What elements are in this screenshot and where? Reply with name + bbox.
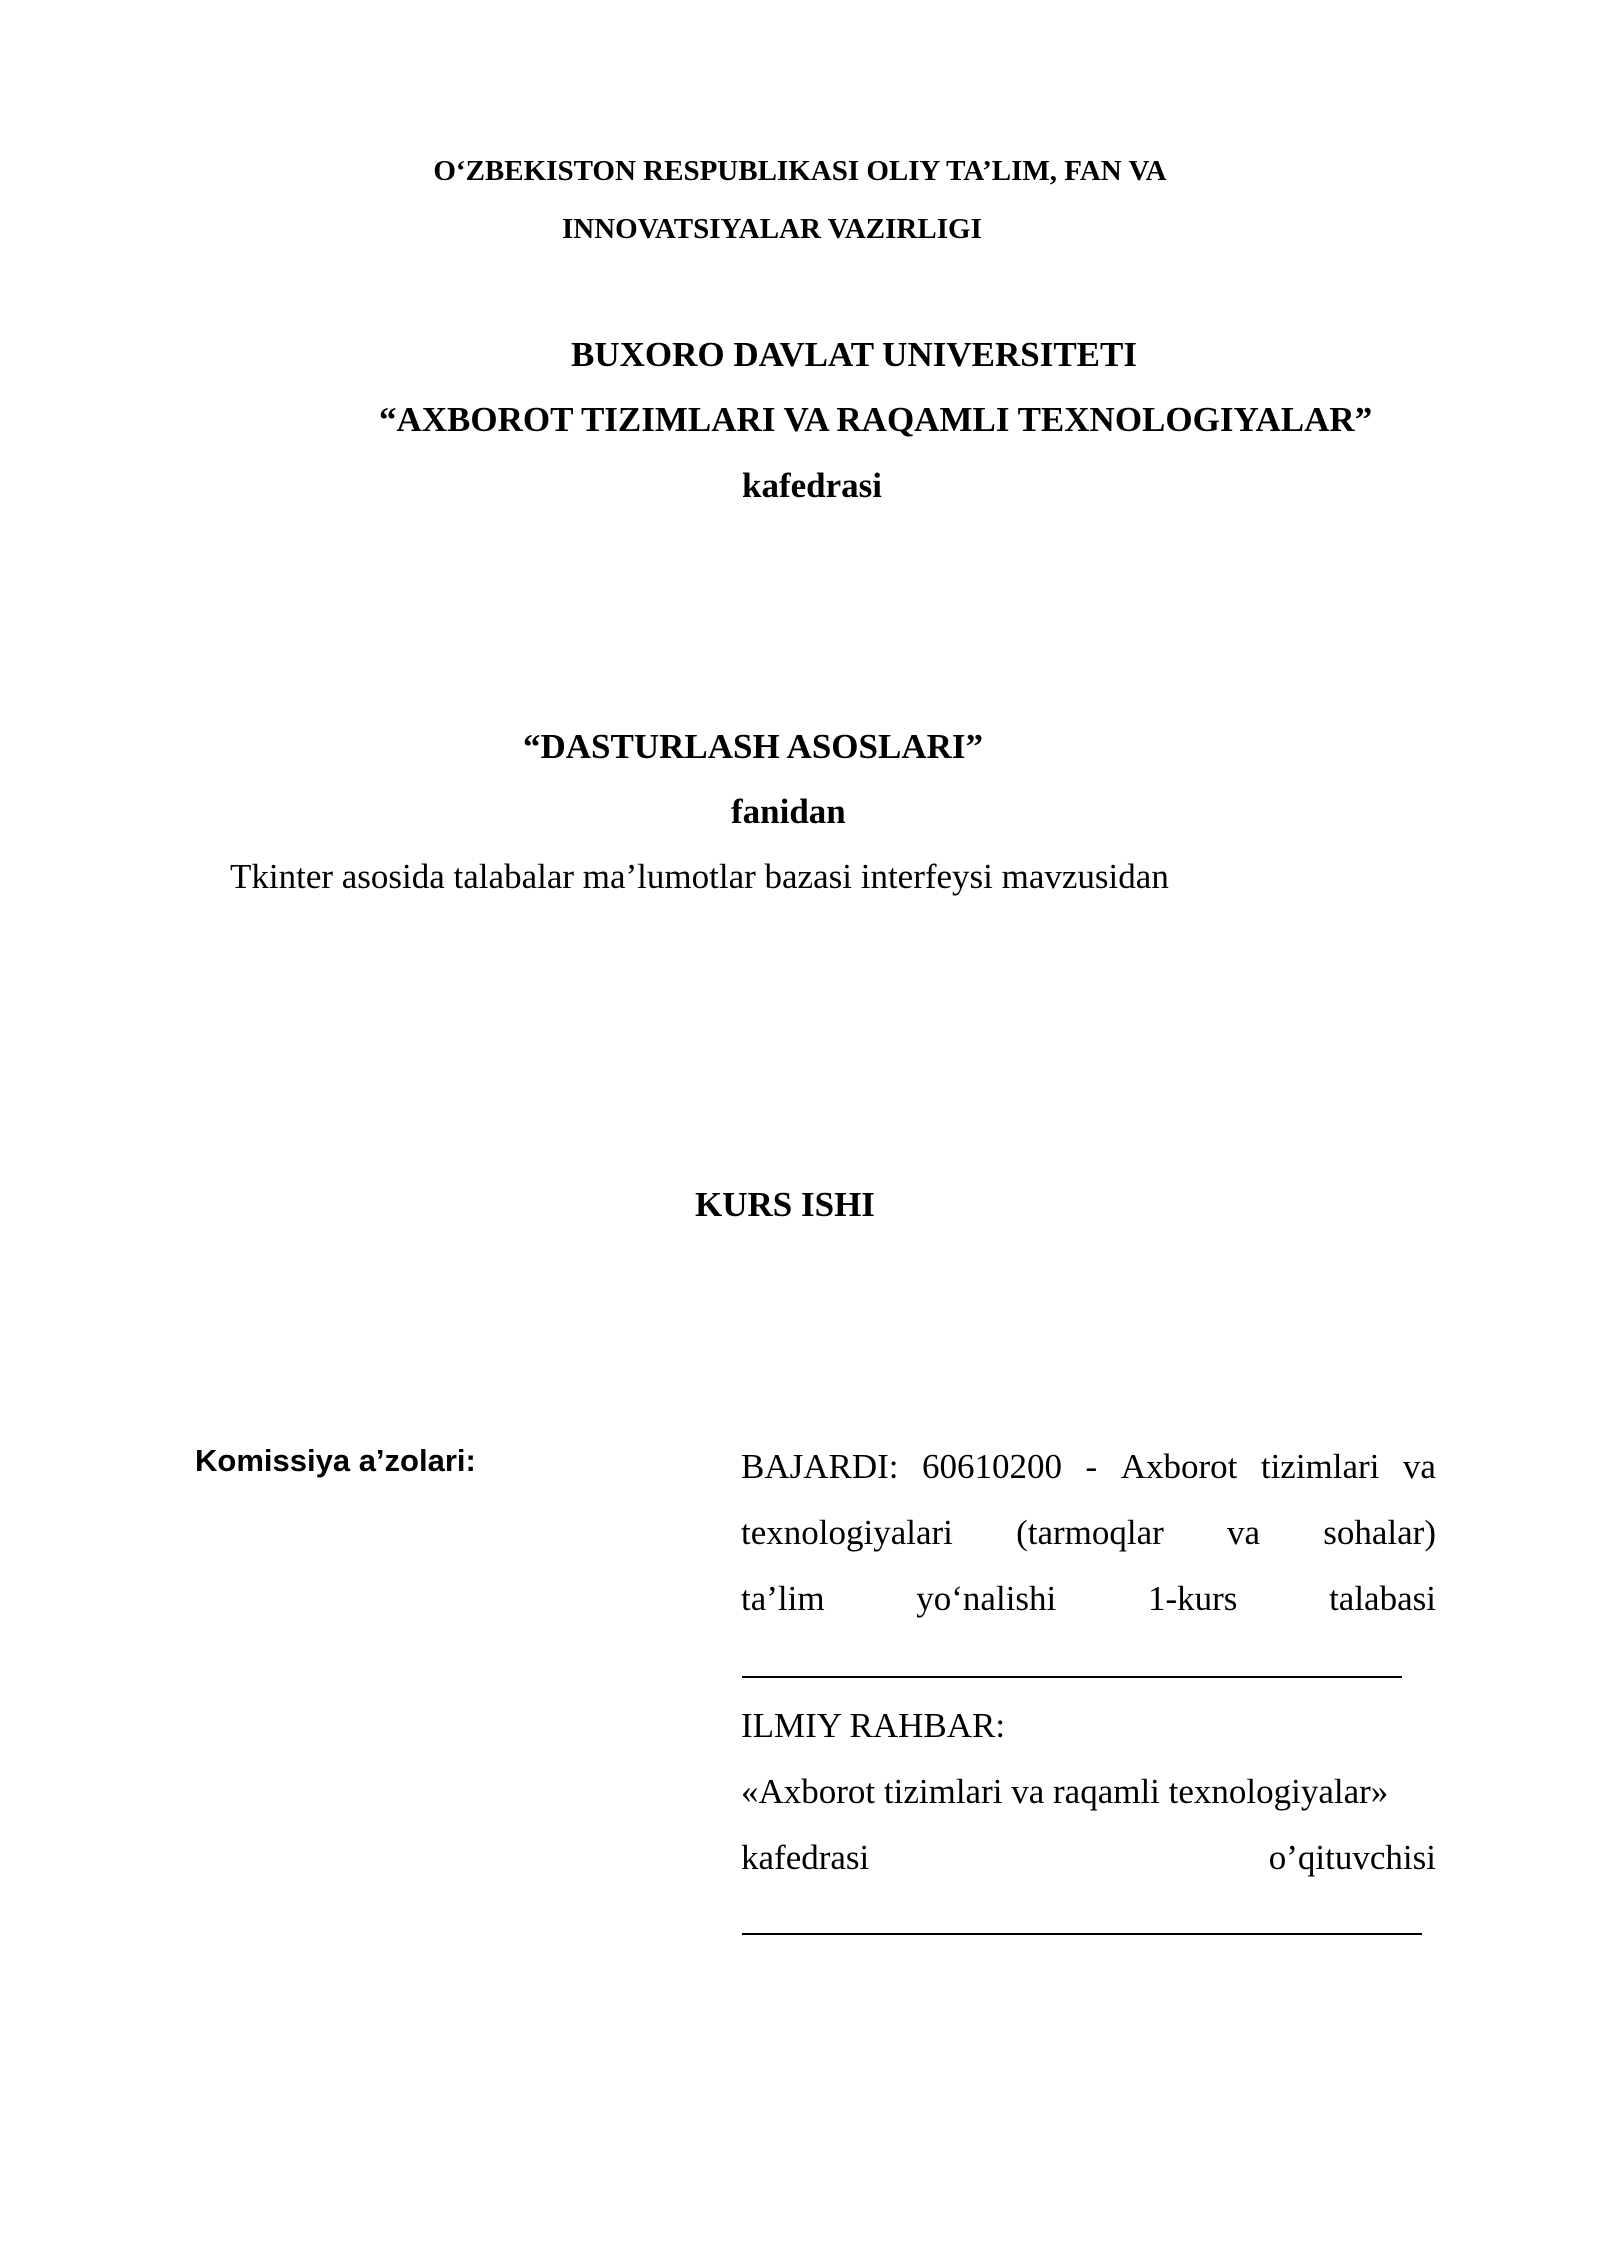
ministry-line-1: O‘ZBEKISTON RESPUBLIKASI OLIY TA’LIM, FAN VA	[433, 155, 1167, 187]
university-name: BUXORO DAVLAT UNIVERSITETI	[571, 335, 1137, 374]
performer-line-1	[741, 1434, 1436, 1500]
performer-word: talabasi	[1329, 1579, 1436, 1618]
performer-word: va	[1227, 1513, 1261, 1552]
supervisor-signature-line	[742, 1933, 1422, 1935]
work-type-title: KURS ISHI	[695, 1185, 875, 1224]
performer-word: (tarmoqlar	[1016, 1513, 1164, 1552]
performer-block	[741, 1434, 1436, 1632]
commission-label: Komissiya a’zolari:	[195, 1443, 476, 1478]
performer-line-3	[741, 1566, 1436, 1632]
supervisor-department: «Axborot tizimlari va raqamli texnologiyalar»	[741, 1772, 1389, 1811]
performer-word: va	[1402, 1447, 1436, 1486]
ministry-line-2: INNOVATSIYALAR VAZIRLIGI	[562, 213, 982, 245]
performer-line-2	[741, 1500, 1436, 1566]
supervisor-block	[741, 1693, 1436, 1891]
topic-title: Tkinter asosida talabalar ma’lumotlar bazasi interfeysi mavzusidan	[230, 857, 1169, 896]
department-word: kafedrasi	[742, 466, 882, 505]
performer-word: BAJARDI:	[741, 1447, 899, 1486]
performer-word: 60610200	[922, 1447, 1063, 1486]
performer-word: texnologiyalari	[741, 1513, 953, 1552]
performer-word: -	[1085, 1447, 1098, 1486]
performer-signature-line	[742, 1676, 1402, 1678]
performer-word: ta’lim	[741, 1579, 825, 1618]
performer-word: tizimlari	[1260, 1447, 1380, 1486]
supervisor-title: ILMIY RAHBAR:	[741, 1706, 1006, 1745]
performer-word: sohalar)	[1323, 1513, 1436, 1552]
supervisor-word: o’qituvchisi	[1268, 1838, 1436, 1877]
performer-word: yo‘nalishi	[916, 1579, 1057, 1618]
department-name: “AXBOROT TIZIMLARI VA RAQAMLI TEXNOLOGIYALAR”	[379, 400, 1373, 439]
subject-name: “DASTURLASH ASOSLARI”	[523, 727, 983, 766]
supervisor-line-3	[741, 1825, 1436, 1891]
subject-suffix: fanidan	[731, 792, 846, 831]
supervisor-word: kafedrasi	[741, 1838, 870, 1877]
performer-word: 1-kurs	[1147, 1579, 1238, 1618]
performer-word: Axborot	[1120, 1447, 1238, 1486]
